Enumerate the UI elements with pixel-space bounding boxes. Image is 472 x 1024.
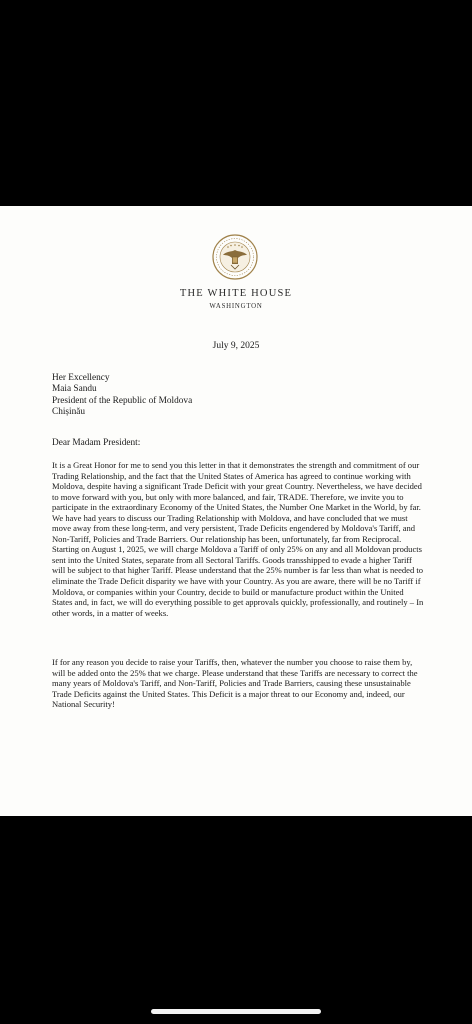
recipient-address [52, 373, 192, 419]
recipient-honorific: Her Excellency [52, 373, 110, 383]
letterhead-subtitle: WASHINGTON [209, 303, 263, 310]
salutation: Dear Madam President: [52, 438, 141, 448]
recipient-title: President of the Republic of Moldova [52, 395, 193, 406]
home-indicator[interactable] [151, 1009, 321, 1014]
letter-date: July 9, 2025 [212, 341, 260, 351]
body-paragraph-1: It is a Great Honor for me to send you this letter in that it demonstrates the strength and commitment of our Trading Relationship, and the fact that the United States of America has agreed to continue working with Moldova, despite having a significant Trade Deficit with your great Country. Nevertheless, we have decided to move forward with you, but only with more balanced, and fair, TRADE. Therefore, we invite you to participate in the extraordinary Economy of the United States, the Number One Market in the World, by far. We have had years to discuss our Trading Relationship with Moldova, and have concluded that we must move away from these long-term, and very persistent, Trade Deficits engendered by Moldova's Tariff, and Non-Tariff, Policies and Trade Barriers. Our relationship has been, unfortunately, far from Reciprocal. Starting on August 1, 2025, we will charge Moldova a Tariff of only 25% on any and all Moldovan products sent into the United States, separate from all Sectoral Tariffs. Goods transshipped to evade a higher Tariff will be subject to that higher Tariff. Please understand that the 25% number is far less than what is needed to eliminate the Trade Deficit disparity we have with your Country. As you are aware, there will be no Tariff if Moldova, or companies within your Country, decide to build or manufacture product within the United States and, in fact, we will do everything possible to get approvals quickly, professionally, and routinely – In other words, in a matter of weeks. [52, 460, 424, 618]
recipient-city: Chișinău [52, 407, 86, 418]
letterhead-title: THE WHITE HOUSE [179, 288, 293, 299]
letter-page [0, 206, 472, 816]
recipient-name: Maia Sandu [52, 384, 97, 395]
body-paragraph-2: If for any reason you decide to raise your Tariffs, then, whatever the number you choose to raise them by, will be added onto the 25% that we charge. Please understand that these Tariffs are necessary to correct the many years of Moldova's Tariff, and Non-Tariff, Policies and Trade Barriers, causing these unsustainable Trade Deficits against the United States. This Deficit is a major threat to our Economy and, indeed, our National Security! [52, 657, 418, 710]
presidential-seal-icon [212, 234, 258, 280]
